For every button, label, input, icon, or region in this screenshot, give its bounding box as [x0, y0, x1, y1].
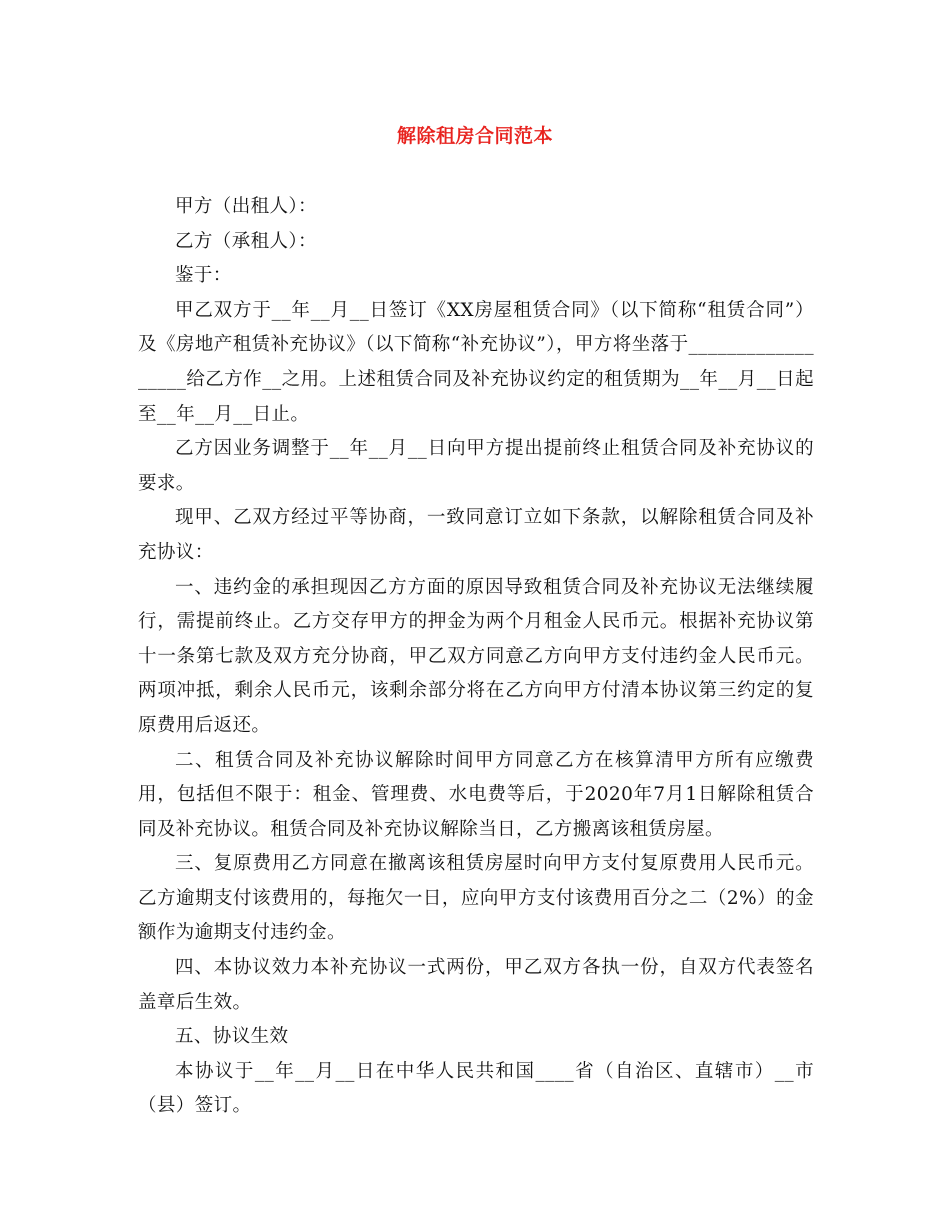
party-a-line: 甲方（出租人）： [175, 196, 317, 217]
agreement-intro-paragraph: 现甲、乙双方经过平等协商，一致同意订立如下条款，以解除租赁合同及补充协议： [138, 507, 814, 563]
clause-5-heading: 五、协议生效 [175, 1026, 289, 1048]
clause-1-paragraph: 一、违约金的承担现因乙方方面的原因导致租赁合同及补充协议无法继续履行，需提前终止。乙方交存甲方的押金为两个月租金人民币元。根据补充协议第十一条第七款及双方充分协商，甲乙双方同意乙方向甲方支付违约金人民币元。两项冲抵，剩余人民币元，该剩余部分将在乙方向甲方付清本协议第三约定的复原费用后返还。 [138, 576, 814, 736]
clause-3-paragraph: 三、复原费用乙方同意在撤离该租赁房屋时向甲方支付复原费用人民币元。乙方逾期支付该费用的，每拖欠一日，应向甲方支付该费用百分之二（2%）的金额作为逾期支付违约金。 [138, 853, 814, 944]
party-b-line: 乙方（承租人）： [175, 230, 317, 252]
background-paragraph: 甲乙双方于__年__月__日签订《XX房屋租赁合同》（以下简称“租赁合同”）及《房地产租赁补充协议》（以下简称“补充协议”），甲方将坐落于__________________给乙方作__之用。上述租赁合同及补充协议约定的租赁期为__年__月__日起至__年__月__日止。 [138, 299, 814, 425]
whereas-line: 鉴于： [175, 265, 232, 287]
termination-request-paragraph: 乙方因业务调整于__年__月__日向甲方提出提前终止租赁合同及补充协议的要求。 [138, 438, 814, 494]
clause-4-paragraph: 四、本协议效力本补充协议一式两份，甲乙双方各执一份，自双方代表签名盖章后生效。 [138, 957, 814, 1013]
signing-paragraph: 本协议于__年__月__日在中华人民共和国____省（自治区、直辖市）__市（县）签订。 [138, 1060, 814, 1117]
document-title: 解除租房合同范本 [396, 125, 553, 147]
clause-2-paragraph: 二、租赁合同及补充协议解除时间甲方同意乙方在核算清甲方所有应缴费用，包括但不限于：租金、管理费、水电费等后，于2020年7月1日解除租赁合同及补充协议。租赁合同及补充协议解除当日，乙方搬离该租赁房屋。 [138, 749, 814, 840]
document-body [138, 190, 814, 1124]
